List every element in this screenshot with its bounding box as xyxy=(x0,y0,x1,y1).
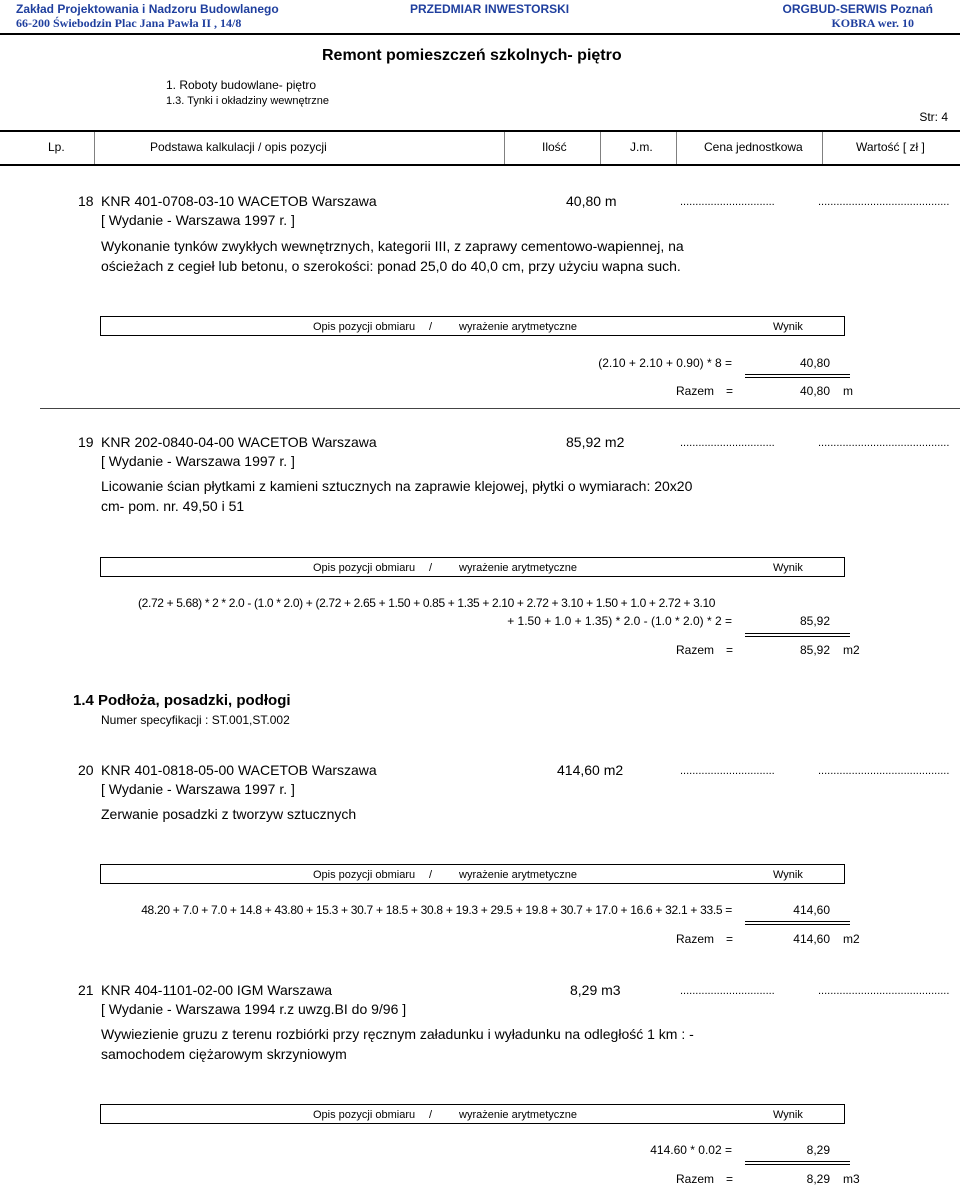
columns-bottom-rule xyxy=(0,164,960,166)
column-value: Wartość [ zł ] xyxy=(856,140,925,154)
item-code: KNR 404-1101-02-00 IGM Warszawa xyxy=(101,982,333,998)
column-divider xyxy=(676,132,677,164)
price-dots: ............................... xyxy=(680,765,775,777)
document-type: PRZEDMIAR INWESTORSKI xyxy=(410,2,570,16)
measurement-result-label: Wynik xyxy=(773,321,803,333)
measurement-expr-label: wyrażenie arytmetyczne xyxy=(459,562,577,574)
section-line-2: 1.3. Tynki i okładziny wewnętrzne xyxy=(166,95,330,107)
result-underline xyxy=(745,1161,850,1162)
price-dots: ............................... xyxy=(680,437,775,449)
item-description: cm- pom. nr. 49,50 i 51 xyxy=(101,498,245,514)
measurement-slash: / xyxy=(429,562,433,574)
measurement-desc-label: Opis pozycji obmiaru xyxy=(313,321,416,333)
value-dots: ........................................... xyxy=(818,437,950,449)
item-code: KNR 401-0708-03-10 WACETOB Warszawa xyxy=(101,193,377,209)
value-dots: ........................................... xyxy=(818,196,950,208)
item-description: samochodem ciężarowym skrzyniowym xyxy=(101,1046,347,1062)
measurement-expression: + 1.50 + 1.0 + 1.35) * 2.0 - (1.0 * 2.0) * 2 = xyxy=(507,614,732,628)
item-description: Wykonanie tynków zwykłych wewnętrznych, kategorii III, z zaprawy cementowo-wapiennej, na xyxy=(101,238,684,254)
item-lp: 18 xyxy=(78,193,94,209)
result-underline xyxy=(745,921,850,922)
column-divider xyxy=(600,132,601,164)
price-dots: ............................... xyxy=(680,196,775,208)
total-unit: m2 xyxy=(843,932,860,946)
item-edition: [ Wydanie - Warszawa 1997 r. ] xyxy=(101,781,295,797)
total-value: 40,80 xyxy=(799,384,830,398)
measurement-expr-label: wyrażenie arytmetyczne xyxy=(459,1109,577,1121)
columns-top-rule xyxy=(0,130,960,132)
measurement-result: 85,92 xyxy=(799,614,830,628)
measurement-desc-label: Opis pozycji obmiaru xyxy=(313,869,416,881)
total-equals: = xyxy=(726,384,734,398)
measurement-result: 40,80 xyxy=(799,356,830,370)
column-basis: Podstawa kalkulacji / opis pozycji xyxy=(150,140,327,154)
item-quantity: 85,92 m2 xyxy=(566,434,625,450)
measurement-header xyxy=(100,557,845,577)
total-value: 85,92 xyxy=(799,643,830,657)
result-underline xyxy=(745,374,850,375)
document-title: Remont pomieszczeń szkolnych- piętro xyxy=(322,47,622,64)
measurement-expression: 414.60 * 0.02 = xyxy=(650,1143,732,1157)
subsection-spec: Numer specyfikacji : ST.001,ST.002 xyxy=(101,713,290,727)
measurement-result-label: Wynik xyxy=(773,562,803,574)
measurement-slash: / xyxy=(429,321,433,333)
measurement-desc-label: Opis pozycji obmiaru xyxy=(313,1109,416,1121)
column-divider xyxy=(94,132,95,164)
item-edition: [ Wydanie - Warszawa 1997 r. ] xyxy=(101,453,295,469)
item-quantity: 414,60 m2 xyxy=(557,762,624,778)
total-unit: m2 xyxy=(843,643,860,657)
subsection-title: 1.4 Podłoża, posadzki, podłogi xyxy=(73,692,291,709)
item-code: KNR 401-0818-05-00 WACETOB Warszawa xyxy=(101,762,377,778)
total-equals: = xyxy=(726,932,734,946)
total-unit: m3 xyxy=(843,1172,860,1186)
column-unit-price: Cena jednostkowa xyxy=(704,140,803,154)
item-lp: 21 xyxy=(78,982,94,998)
column-unit: J.m. xyxy=(630,140,653,154)
measurement-header xyxy=(100,316,845,336)
item-lp: 19 xyxy=(78,434,94,450)
measurement-header xyxy=(100,864,845,884)
item-lp: 20 xyxy=(78,762,94,778)
result-underline xyxy=(745,1164,850,1165)
result-underline xyxy=(745,633,850,634)
measurement-expr-label: wyrażenie arytmetyczne xyxy=(459,869,577,881)
measurement-slash: / xyxy=(429,1109,433,1121)
measurement-expression: (2.10 + 2.10 + 0.90) * 8 = xyxy=(598,356,732,370)
result-underline xyxy=(745,924,850,925)
total-label: Razem xyxy=(676,932,715,946)
measurement-header xyxy=(100,1104,845,1124)
total-unit: m xyxy=(843,384,853,398)
section-line-1: 1. Roboty budowlane- piętro xyxy=(166,78,317,92)
column-divider xyxy=(822,132,823,164)
total-value: 8,29 xyxy=(806,1172,830,1186)
company-address: 66-200 Świebodzin Plac Jana Pawła II , 14/8 xyxy=(16,16,242,30)
price-dots: ............................... xyxy=(680,985,775,997)
company-name: Zakład Projektowania i Nadzoru Budowlanego xyxy=(16,2,279,16)
vendor-version: KOBRA wer. 10 xyxy=(831,16,914,30)
measurement-desc-label: Opis pozycji obmiaru xyxy=(313,562,416,574)
item-quantity: 8,29 m3 xyxy=(570,982,621,998)
item-quantity: 40,80 m xyxy=(566,193,617,209)
item-description: Zerwanie posadzki z tworzyw sztucznych xyxy=(101,806,357,822)
measurement-result: 414,60 xyxy=(793,903,830,917)
measurement-result-label: Wynik xyxy=(773,869,803,881)
measurement-result-label: Wynik xyxy=(773,1109,803,1121)
item-description: Wywiezienie gruzu z terenu rozbiórki przy ręcznym załadunku i wyładunku na odległość 1 km : - xyxy=(101,1026,694,1042)
measurement-expression: (2.72 + 5.68) * 2 * 2.0 - (1.0 * 2.0) + (2.72 + 2.65 + 1.50 + 0.85 + 1.35 + 2.10 + 2.72 + 3.10 + 1.50 + 1.0 + 2.72 + 3.10 xyxy=(138,596,716,610)
item-edition: [ Wydanie - Warszawa 1997 r. ] xyxy=(101,212,295,228)
measurement-expression: 48.20 + 7.0 + 7.0 + 14.8 + 43.80 + 15.3 + 30.7 + 18.5 + 30.8 + 19.3 + 29.5 + 19.8 + 30.7 + 17.0 + 16.6 + 32.1 + 33.5 = xyxy=(141,903,732,917)
total-equals: = xyxy=(726,643,734,657)
column-divider xyxy=(504,132,505,164)
result-underline xyxy=(745,377,850,378)
total-label: Razem xyxy=(676,384,715,398)
total-value: 414,60 xyxy=(793,932,830,946)
header-rule xyxy=(0,33,960,35)
measurement-slash: / xyxy=(429,869,433,881)
item-separator xyxy=(40,408,960,409)
page-number: Str: 4 xyxy=(919,110,948,124)
total-equals: = xyxy=(726,1172,734,1186)
item-code: KNR 202-0840-04-00 WACETOB Warszawa xyxy=(101,434,377,450)
total-label: Razem xyxy=(676,643,715,657)
item-description: ościeżach z cegieł lub betonu, o szerokości: ponad 25,0 do 40,0 cm, przy użyciu wapna such. xyxy=(101,258,681,274)
value-dots: ........................................... xyxy=(818,985,950,997)
result-underline xyxy=(745,636,850,637)
column-lp: Lp. xyxy=(48,140,65,154)
column-quantity: Ilość xyxy=(542,140,567,154)
item-edition: [ Wydanie - Warszawa 1994 r.z uwzg.BI do 9/96 ] xyxy=(101,1001,407,1017)
item-description: Licowanie ścian płytkami z kamieni sztucznych na zaprawie klejowej, płytki o wymiarach: 20x20 xyxy=(101,478,693,494)
measurement-result: 8,29 xyxy=(806,1143,830,1157)
total-label: Razem xyxy=(676,1172,715,1186)
measurement-expr-label: wyrażenie arytmetyczne xyxy=(459,321,577,333)
value-dots: ........................................... xyxy=(818,765,950,777)
vendor-name: ORGBUD-SERWIS Poznań xyxy=(782,2,933,16)
